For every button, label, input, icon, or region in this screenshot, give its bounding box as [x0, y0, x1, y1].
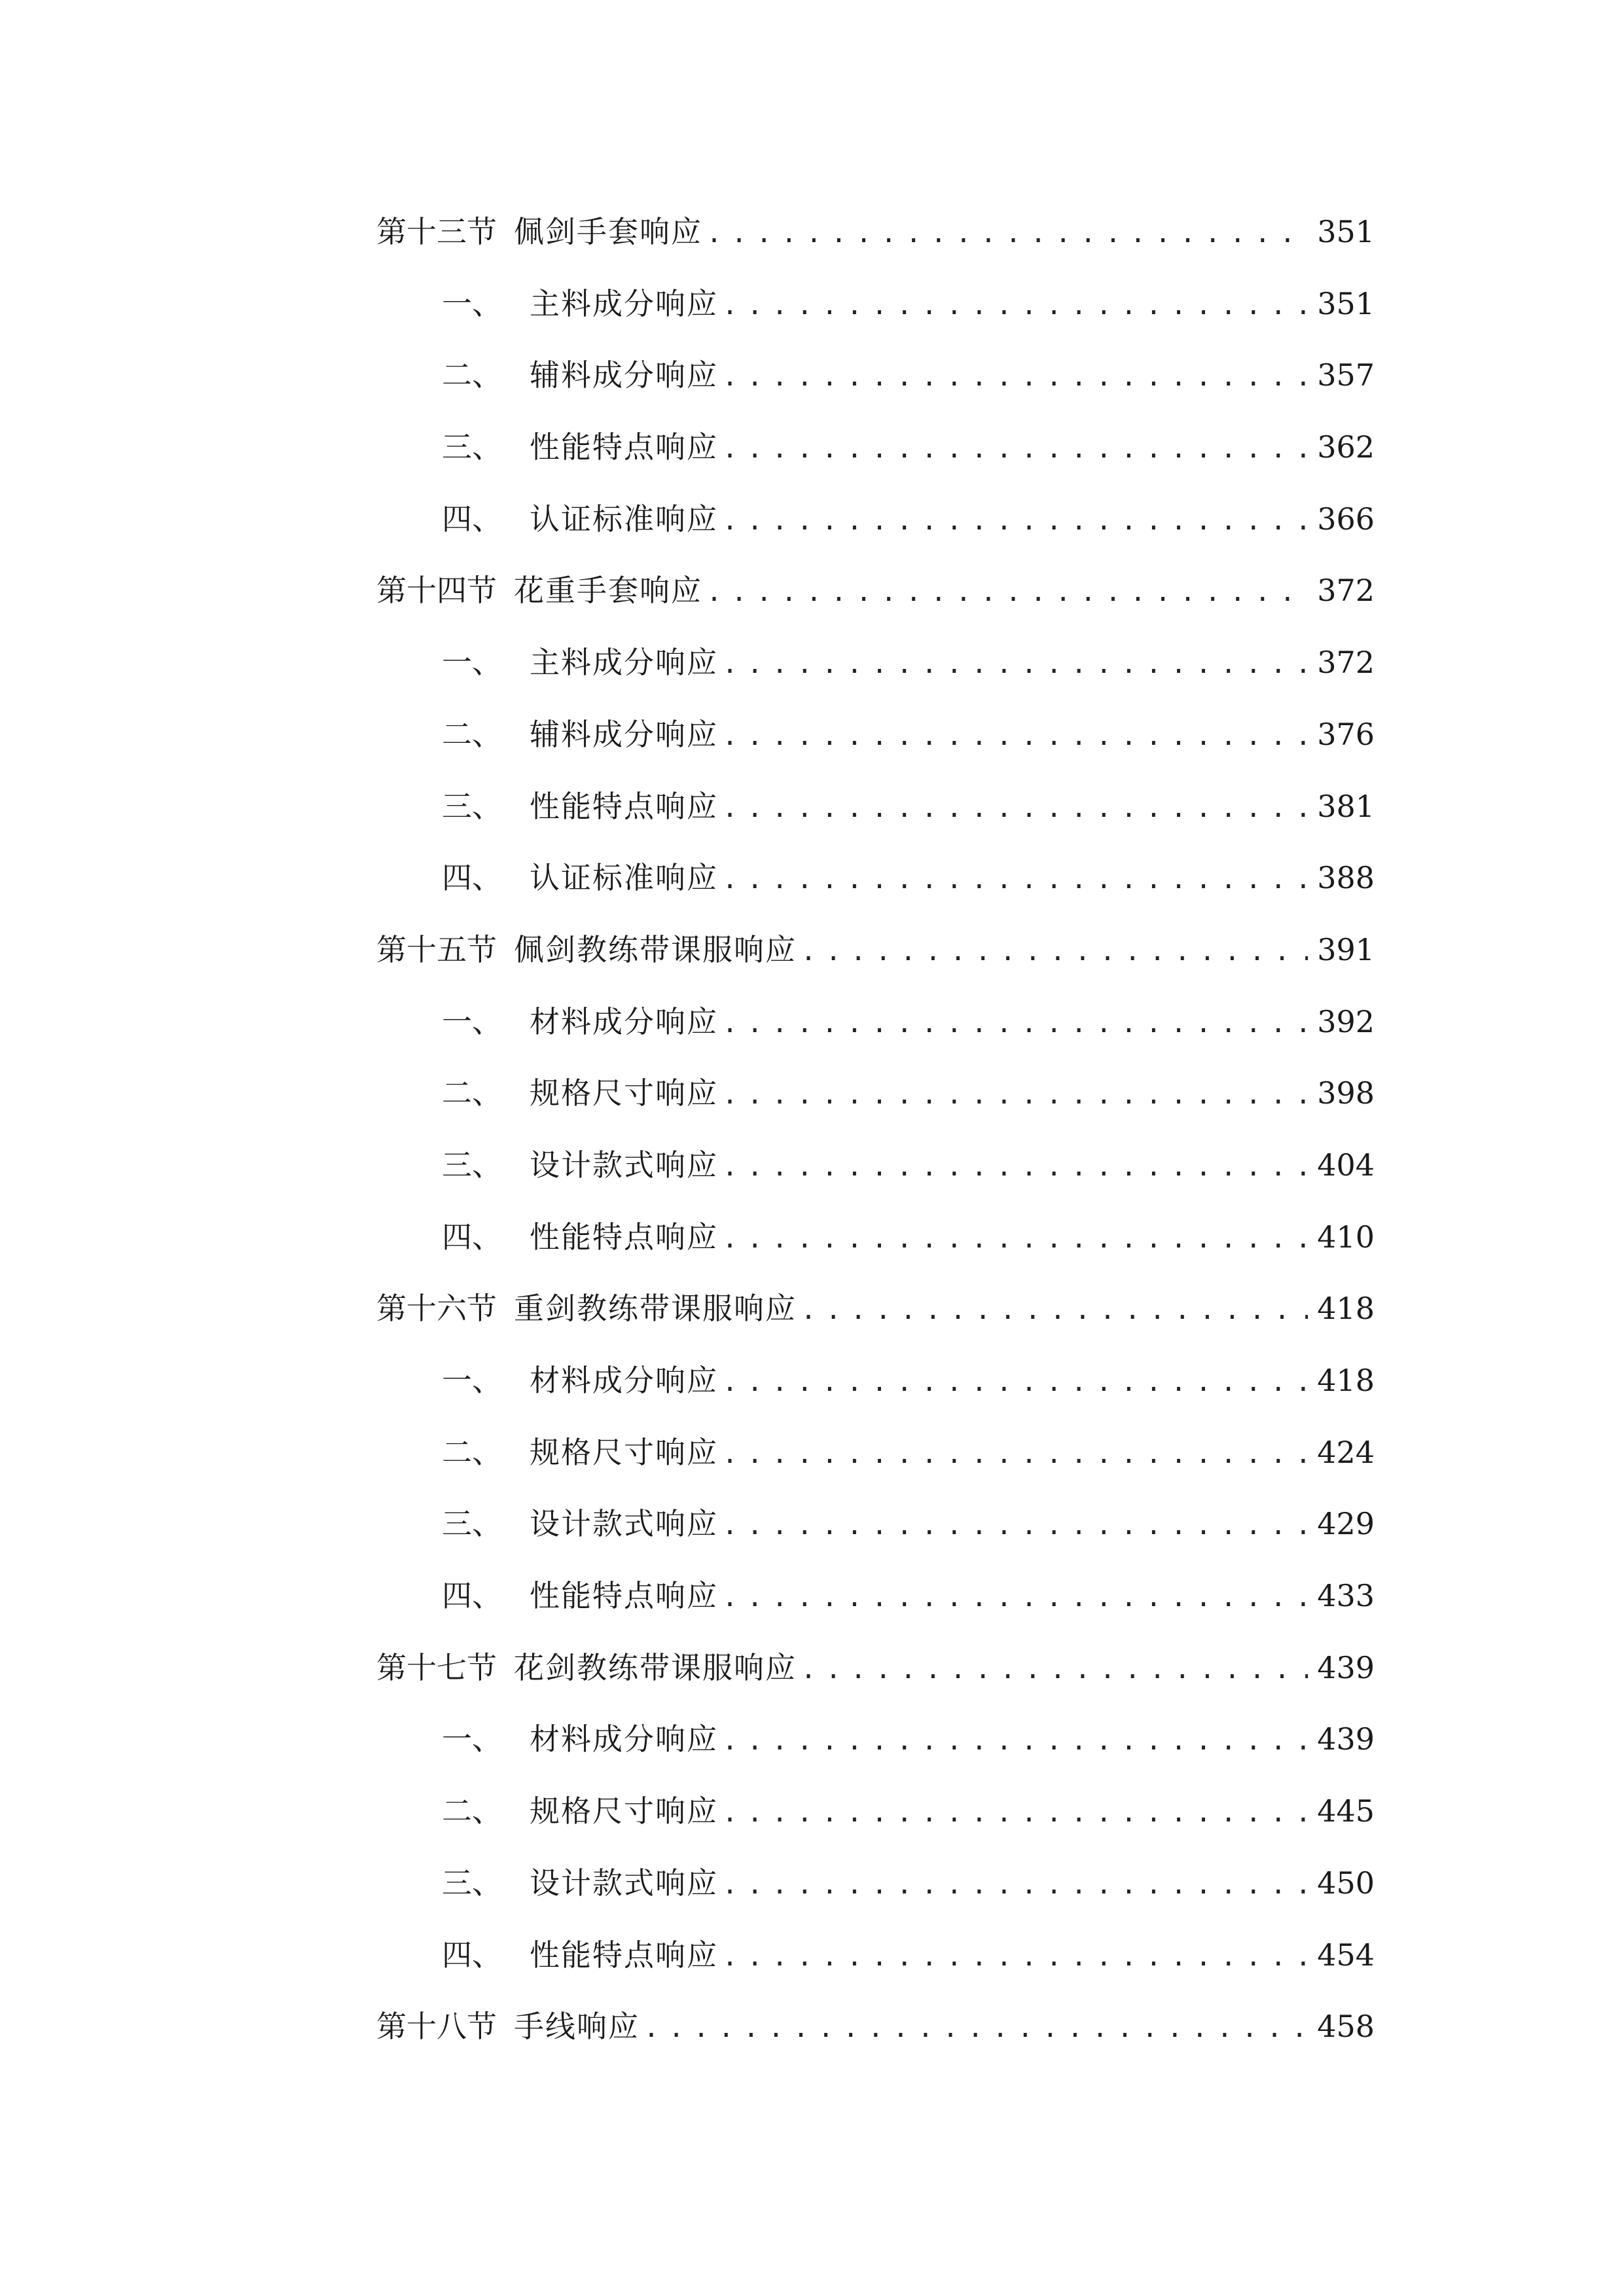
toc-section-entry[interactable] — [376, 1632, 1375, 1704]
toc-dot-leader — [722, 270, 1308, 342]
toc-section-entry[interactable] — [376, 1991, 1375, 2063]
toc-entry-title: 辅料成分响应 — [530, 716, 718, 752]
toc-subsection-entry[interactable] — [376, 1848, 1375, 1920]
toc-dot-leader — [722, 988, 1308, 1060]
toc-entry-title: 花剑教练带课服响应 — [514, 1649, 797, 1685]
toc-section-entry[interactable] — [376, 196, 1375, 268]
toc-subsection-entry[interactable] — [376, 1776, 1375, 1848]
toc-subsection-entry[interactable] — [376, 1920, 1375, 1992]
toc-entry-title: 材料成分响应 — [530, 1363, 718, 1398]
toc-entry-page-number: 391 — [1317, 931, 1375, 967]
toc-entry-title: 设计款式响应 — [530, 1506, 718, 1542]
toc-subsection-entry[interactable] — [376, 1704, 1375, 1776]
toc-entry-number: 第十八节 — [376, 2009, 497, 2045]
toc-entry-number: 四、 — [442, 501, 502, 537]
toc-subsection-entry[interactable] — [376, 1488, 1375, 1560]
toc-entry-title: 佩剑手套响应 — [514, 214, 702, 249]
toc-entry-number: 二、 — [442, 357, 502, 393]
toc-dot-leader — [722, 342, 1308, 414]
toc-entry-page-number: 372 — [1317, 645, 1375, 681]
toc-entry-number: 第十三节 — [376, 214, 497, 249]
toc-entry-page-number: 450 — [1317, 1865, 1375, 1901]
toc-entry-page-number: 458 — [1317, 2009, 1375, 2045]
toc-dot-leader — [722, 1060, 1308, 1132]
toc-entry-page-number: 429 — [1317, 1506, 1375, 1542]
toc-subsection-entry[interactable] — [376, 1202, 1375, 1274]
toc-subsection-entry[interactable] — [376, 1560, 1375, 1632]
toc-subsection-entry[interactable] — [376, 484, 1375, 556]
toc-entry-title: 材料成分响应 — [530, 1003, 718, 1039]
toc-dot-leader — [706, 198, 1308, 270]
toc-entry-title: 性能特点响应 — [530, 429, 718, 465]
toc-dot-leader — [722, 844, 1308, 916]
toc-dot-leader — [722, 773, 1308, 845]
toc-dot-leader — [722, 1419, 1308, 1491]
toc-dot-leader — [801, 916, 1308, 988]
toc-subsection-entry[interactable] — [376, 986, 1375, 1058]
toc-entry-number: 第十六节 — [376, 1291, 497, 1327]
toc-entry-title: 规格尺寸响应 — [530, 1075, 718, 1111]
toc-subsection-entry[interactable] — [376, 1130, 1375, 1202]
toc-entry-number: 三、 — [442, 1506, 502, 1542]
toc-entry-title: 规格尺寸响应 — [530, 1434, 718, 1470]
toc-entry-page-number: 357 — [1317, 357, 1375, 393]
toc-entry-page-number: 404 — [1317, 1147, 1375, 1183]
table-of-contents — [376, 196, 1375, 2063]
toc-entry-number: 一、 — [442, 1363, 502, 1398]
toc-entry-title: 性能特点响应 — [530, 1578, 718, 1614]
toc-entry-title: 佩剑教练带课服响应 — [514, 931, 797, 967]
toc-dot-leader — [722, 701, 1308, 773]
toc-entry-title: 材料成分响应 — [530, 1721, 718, 1757]
toc-entry-page-number: 454 — [1317, 1937, 1375, 1973]
toc-dot-leader — [722, 1562, 1308, 1634]
toc-entry-page-number: 445 — [1317, 1793, 1375, 1829]
toc-entry-title: 主料成分响应 — [530, 285, 718, 321]
toc-entry-number: 三、 — [442, 1147, 502, 1183]
toc-dot-leader — [722, 414, 1308, 486]
toc-entry-title: 认证标准响应 — [530, 860, 718, 896]
toc-entry-number: 三、 — [442, 1865, 502, 1901]
toc-dot-leader — [722, 1706, 1308, 1778]
toc-dot-leader — [722, 1347, 1308, 1419]
toc-entry-number: 第十五节 — [376, 931, 497, 967]
toc-entry-page-number: 376 — [1317, 716, 1375, 752]
toc-entry-page-number: 388 — [1317, 860, 1375, 896]
toc-entry-page-number: 439 — [1317, 1721, 1375, 1757]
toc-dot-leader — [706, 557, 1308, 629]
toc-subsection-entry[interactable] — [376, 412, 1375, 484]
toc-entry-page-number: 433 — [1317, 1578, 1375, 1614]
toc-entry-number: 二、 — [442, 1793, 502, 1829]
toc-entry-page-number: 351 — [1317, 285, 1375, 321]
toc-dot-leader — [722, 1778, 1308, 1850]
toc-entry-number: 四、 — [442, 1219, 502, 1255]
toc-entry-number: 二、 — [442, 716, 502, 752]
toc-subsection-entry[interactable] — [376, 1417, 1375, 1489]
toc-entry-number: 第十四节 — [376, 573, 497, 609]
toc-entry-number: 四、 — [442, 860, 502, 896]
toc-entry-number: 四、 — [442, 1578, 502, 1614]
toc-entry-number: 四、 — [442, 1937, 502, 1973]
toc-entry-title: 设计款式响应 — [530, 1865, 718, 1901]
toc-entry-page-number: 362 — [1317, 429, 1375, 465]
toc-dot-leader — [722, 1922, 1308, 1994]
toc-entry-page-number: 418 — [1317, 1291, 1375, 1327]
toc-entry-number: 二、 — [442, 1075, 502, 1111]
toc-entry-title: 辅料成分响应 — [530, 357, 718, 393]
toc-section-entry[interactable] — [376, 1273, 1375, 1345]
toc-entry-page-number: 366 — [1317, 501, 1375, 537]
toc-entry-number: 第十七节 — [376, 1649, 497, 1685]
toc-entry-title: 性能特点响应 — [530, 788, 718, 824]
toc-section-entry[interactable] — [376, 555, 1375, 627]
toc-subsection-entry[interactable] — [376, 1345, 1375, 1417]
toc-entry-title: 花重手套响应 — [514, 573, 702, 609]
toc-entry-title: 重剑教练带课服响应 — [514, 1291, 797, 1327]
toc-entry-page-number: 398 — [1317, 1075, 1375, 1111]
toc-dot-leader — [722, 1850, 1308, 1922]
toc-entry-title: 手线响应 — [514, 2009, 640, 2045]
toc-entry-number: 三、 — [442, 788, 502, 824]
toc-entry-title: 性能特点响应 — [530, 1219, 718, 1255]
toc-entry-number: 一、 — [442, 1721, 502, 1757]
toc-entry-title: 主料成分响应 — [530, 645, 718, 681]
toc-subsection-entry[interactable] — [376, 1058, 1375, 1130]
toc-entry-title: 性能特点响应 — [530, 1937, 718, 1973]
toc-entry-page-number: 392 — [1317, 1003, 1375, 1039]
toc-subsection-entry[interactable] — [376, 842, 1375, 914]
toc-subsection-entry[interactable] — [376, 771, 1375, 843]
toc-entry-page-number: 381 — [1317, 788, 1375, 824]
toc-subsection-entry[interactable] — [376, 268, 1375, 340]
toc-subsection-entry[interactable] — [376, 699, 1375, 771]
toc-subsection-entry[interactable] — [376, 627, 1375, 699]
toc-entry-number: 三、 — [442, 429, 502, 465]
toc-dot-leader — [801, 1275, 1308, 1347]
toc-entry-title: 设计款式响应 — [530, 1147, 718, 1183]
toc-entry-number: 二、 — [442, 1434, 502, 1470]
toc-entry-number: 一、 — [442, 285, 502, 321]
toc-dot-leader — [643, 1993, 1308, 2065]
toc-dot-leader — [722, 629, 1308, 701]
toc-dot-leader — [801, 1634, 1308, 1706]
toc-entry-number: 一、 — [442, 645, 502, 681]
toc-entry-page-number: 439 — [1317, 1649, 1375, 1685]
toc-entry-page-number: 372 — [1317, 573, 1375, 609]
toc-entry-page-number: 418 — [1317, 1363, 1375, 1398]
toc-entry-title: 认证标准响应 — [530, 501, 718, 537]
toc-dot-leader — [722, 1204, 1308, 1276]
toc-entry-number: 一、 — [442, 1003, 502, 1039]
toc-section-entry[interactable] — [376, 914, 1375, 986]
toc-dot-leader — [722, 486, 1308, 558]
toc-entry-page-number: 424 — [1317, 1434, 1375, 1470]
toc-dot-leader — [722, 1490, 1308, 1562]
toc-entry-title: 规格尺寸响应 — [530, 1793, 718, 1829]
toc-dot-leader — [722, 1132, 1308, 1204]
toc-entry-page-number: 410 — [1317, 1219, 1375, 1255]
toc-entry-page-number: 351 — [1317, 214, 1375, 249]
toc-subsection-entry[interactable] — [376, 340, 1375, 412]
